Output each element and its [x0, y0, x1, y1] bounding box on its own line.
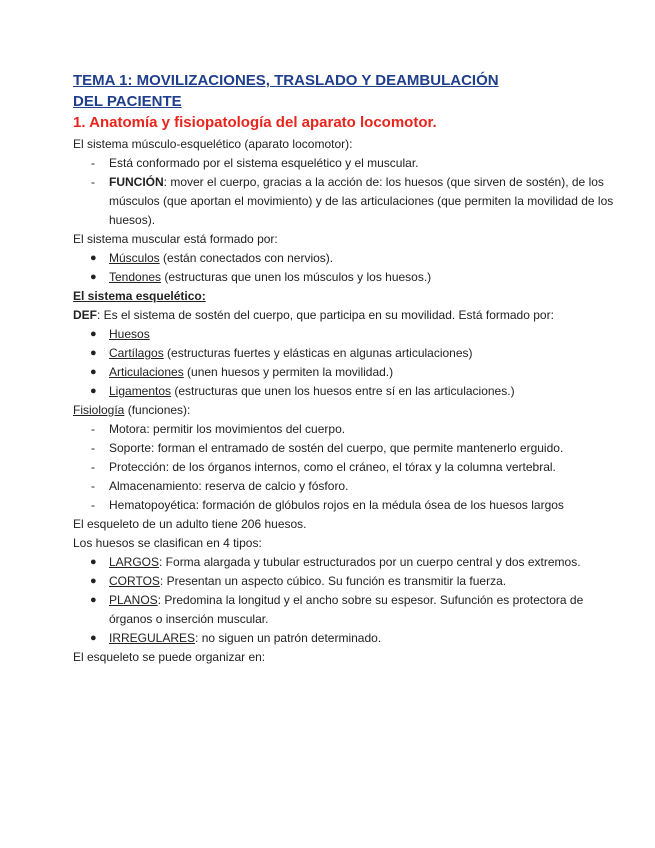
list-item-text: Hematopoyética: formación de glóbulos rojos en la médula ósea de los huesos largos — [109, 498, 564, 512]
clasificacion-list — [73, 553, 615, 648]
esqueleto-adulto: El esqueleto de un adulto tiene 206 huesos. — [73, 517, 307, 531]
bullet-icon: ● — [90, 385, 97, 397]
list-item — [73, 439, 615, 458]
document-title: TEMA 1: MOVILIZACIONES, TRASLADO Y DEAMBULACIÓN DEL PACIENTE — [73, 72, 499, 110]
list-item — [73, 325, 615, 344]
bullet-icon: ● — [90, 252, 97, 264]
list-item — [73, 249, 615, 268]
term: Huesos — [109, 327, 150, 341]
list-item — [73, 496, 615, 515]
list-item-text: Motora: permitir los movimientos del cuerpo. — [109, 422, 346, 436]
fisiologia-list — [73, 420, 615, 515]
function-label: FUNCIÓN — [109, 175, 164, 189]
bullet-icon: ● — [90, 575, 97, 587]
def-text: : Es el sistema de sostén del cuerpo, que participa en su movilidad. Está formado por: — [97, 308, 554, 322]
term: CORTOS — [109, 574, 160, 588]
term: Tendones — [109, 270, 162, 284]
list-item-text: Soporte: forman el entramado de sostén del cuerpo, que permite mantenerlo erguido. — [109, 441, 564, 455]
term: Ligamentos — [109, 384, 172, 398]
section-heading: 1. Anatomía y fisiopatología del aparato locomotor. — [73, 114, 437, 131]
list-item-text: : Forma alargada y tubular estructurados por un cuerpo central y dos extremos. — [159, 555, 581, 569]
muscular-list — [73, 249, 615, 287]
bullet-icon: ● — [90, 366, 97, 378]
list-item — [73, 458, 615, 477]
list-item — [73, 382, 615, 401]
bullet-icon: ● — [90, 594, 97, 606]
dash-marker: - — [91, 422, 95, 436]
fisiologia-label: Fisiología — [73, 403, 125, 417]
fisiologia-rest: (funciones): — [124, 403, 191, 417]
list-item — [73, 344, 615, 363]
list-item — [73, 572, 615, 591]
term: LARGOS — [109, 555, 160, 569]
list-item-text: : no siguen un patrón determinado. — [195, 631, 382, 645]
def-label: DEF — [73, 308, 97, 322]
list-item — [73, 363, 615, 382]
bullet-icon: ● — [90, 328, 97, 340]
list-item-text: : mover el cuerpo, gracias a la acción de: los huesos (que sirven de sostén), de los músculos (que aportan el movimiento) y de las articulaciones (que permiten la movilidad de los huesos). — [109, 175, 614, 227]
esqueletico-list — [73, 325, 615, 401]
list-item — [73, 629, 615, 648]
list-item — [73, 173, 615, 230]
list-item — [73, 268, 615, 287]
list-item — [73, 477, 615, 496]
esqueletico-heading: El sistema esquelético: — [73, 289, 206, 303]
list-item-text: (están conectados con nervios). — [159, 251, 334, 265]
list-item-text: (unen huesos y permiten la movilidad.) — [183, 365, 394, 379]
definition — [73, 306, 615, 325]
list-item-text: (estructuras que unen los músculos y los huesos.) — [161, 270, 432, 284]
bullet-icon: ● — [90, 347, 97, 359]
bullet-icon: ● — [90, 632, 97, 644]
list-item-text: Está conformado por el sistema esquelético y el muscular. — [109, 156, 419, 170]
list-item-text: : Predomina la longitud y el ancho sobre su espesor. Sufunción es protectora de órganos o inserción muscular. — [109, 593, 584, 626]
term: Articulaciones — [109, 365, 184, 379]
bullet-icon: ● — [90, 556, 97, 568]
dash-marker: - — [91, 498, 95, 512]
dash-marker: - — [91, 479, 95, 493]
organizar-text: El esqueleto se puede organizar en: — [73, 650, 266, 664]
list-item — [73, 154, 615, 173]
term: PLANOS — [109, 593, 158, 607]
fisiologia-heading — [73, 401, 615, 420]
list-item-text: (estructuras que unen los huesos entre sí en las articulaciones.) — [171, 384, 515, 398]
term: Músculos — [109, 251, 160, 265]
term: Cartílagos — [109, 346, 164, 360]
term: IRREGULARES — [109, 631, 196, 645]
bullet-icon: ● — [90, 271, 97, 283]
clasificacion-intro: Los huesos se clasifican en 4 tipos: — [73, 536, 262, 550]
list-item-text: Almacenamiento: reserva de calcio y fósforo. — [109, 479, 349, 493]
list-item — [73, 553, 615, 572]
dash-marker: - — [91, 460, 95, 474]
list-item — [73, 420, 615, 439]
intro-text: El sistema músculo-esquelético (aparato locomotor): — [73, 137, 353, 151]
intro-list — [73, 154, 615, 230]
list-item-text: (estructuras fuertes y elásticas en algunas articulaciones) — [163, 346, 473, 360]
dash-marker: - — [91, 441, 95, 455]
muscular-intro: El sistema muscular está formado por: — [73, 232, 278, 246]
list-item-text: : Presentan un aspecto cúbico. Su función es transmitir la fuerza. — [159, 574, 507, 588]
list-item — [73, 591, 615, 629]
dash-marker: - — [91, 156, 95, 170]
dash-marker: - — [91, 175, 95, 189]
list-item-text: Protección: de los órganos internos, como el cráneo, el tórax y la columna vertebral. — [109, 460, 556, 474]
